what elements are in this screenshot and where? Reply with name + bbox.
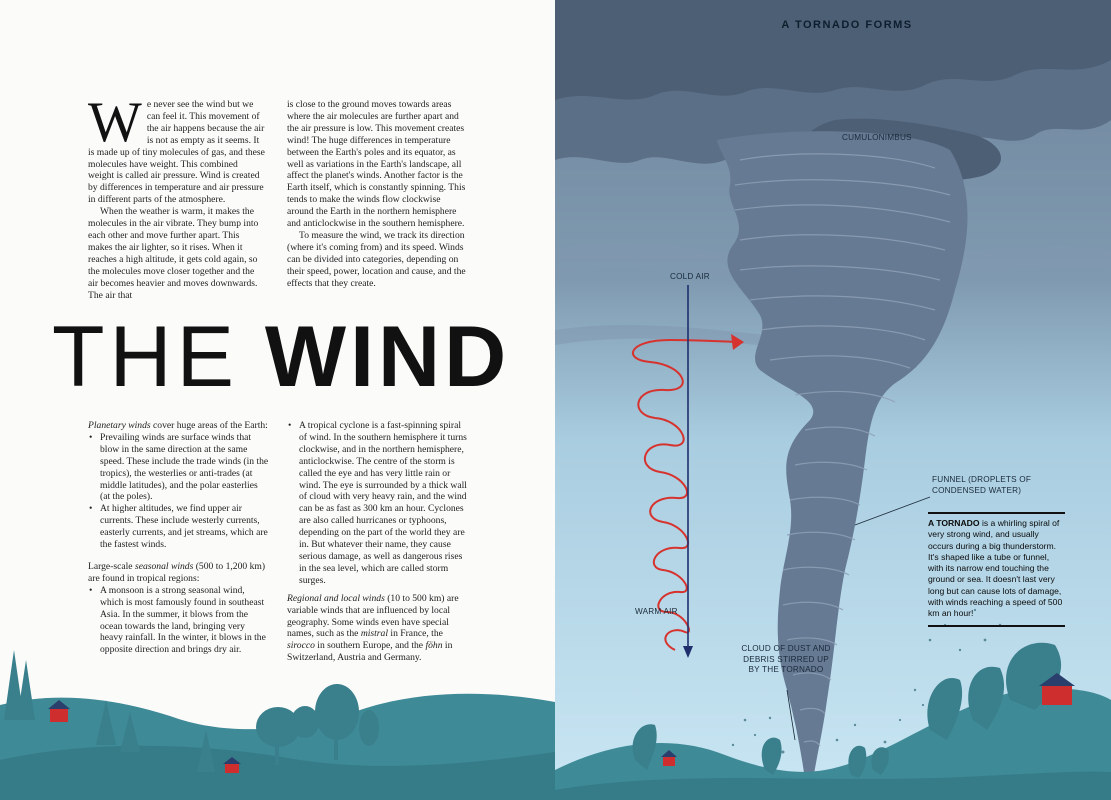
left-page <box>0 0 555 800</box>
regional-text-a: (10 to 500 km) are variable winds that are influenced by local geography. Some winds even have special names, such as the <box>287 592 459 640</box>
label-dust-line-1: CLOUD OF DUST AND <box>741 644 831 653</box>
label-dust-line-2: DEBRIS STIRRED UP <box>743 654 829 664</box>
regional-text-c: in southern Europe, and the <box>314 640 426 652</box>
regional-text-b: in France, the <box>388 628 443 640</box>
info-box-text: is a whirling spiral of very strong wind, and usually occurs during a big thunderstorm. It's shaped like a tube or funnel, with its narrow end touching the ground or sea. It doesn't last very long but can cause lots of damage, with winds reaching a speed of 500 km an hour! <box>928 518 1063 619</box>
info-box-bold-lead: A TORNADO <box>928 518 980 528</box>
regional-winds-term: Regional and local winds <box>287 592 385 604</box>
label-dust-cloud <box>731 644 841 676</box>
bullet-tropical-cyclone: • A tropical cyclone is a fast-spinning spiral of wind. In the southern hemisphere it turns clockwise, and in the northern hemisphere, anticlockwise. The centre of the storm is called the eye and has very little rain or wind. The eye is surrounded by a thick wall of cloud with very heavy rain, and the wind can be as fast as 300 km an hour. Cyclones are also called hurricanes or typhoons, depending on the part of the world they are in. But whatever their name, they cause serious damage, as well as dangerous rises in the sea level, which are called storm surges. <box>299 420 470 587</box>
info-box-bottom-rule <box>928 625 1065 627</box>
fohn-term: föhn <box>425 640 443 652</box>
planetary-winds-intro: cover huge areas of the Earth: <box>150 420 268 431</box>
drop-cap: W <box>88 91 142 154</box>
bullet-upper-air-currents: • At higher altitudes, we find upper air currents. These include westerly currents, easterly currents, and jet streams, which are the fastest winds. <box>100 503 270 551</box>
bullet-monsoon: • A monsoon is a strong seasonal wind, which is most famously found in southeast Asia. In the summer, it blows from the ocean towards the land, bringing very heavy rainfall. In the winter, it blows in the opposite direction and brings dry air. <box>100 585 270 656</box>
mistral-term: mistral <box>360 628 389 640</box>
planetary-winds-term: Planetary winds <box>88 420 151 431</box>
label-warm-air: WARM AIR <box>635 607 678 616</box>
info-box-top-rule <box>928 512 1065 514</box>
intro-paragraph-3: is close to the ground moves towards areas where the air molecules are further apart and the air pressure is low. This movement creates wind! The huge differences in temperature between the Earth's poles and its equator, as well as variations in the Earth's landscape, all affect the planet's winds. Another factor is the Earth itself, which is constantly spinning. This tends to make the winds flow clockwise around the Earth in the northern hemisphere and anticlockwise in the southern hemisphere. <box>287 99 466 230</box>
left-landscape-illustration <box>0 0 555 800</box>
right-page <box>555 0 1111 800</box>
sirocco-term: sirocco <box>287 640 315 652</box>
tornado-illustration <box>555 0 1111 800</box>
label-funnel-line-2: CONDENSED WATER) <box>932 485 1022 495</box>
title-thin-word: THE <box>52 309 239 405</box>
intro-paragraph-1: e never see the wind but we can feel it. This movement of the air happens because the air is not as empty as it seems. It is made up of tiny molecules of gas, and these molecules have weight. This combined weight is called air pressure. Wind is created by differences in temperature and air pressure in different parts of the atmosphere. <box>88 99 265 206</box>
label-funnel-line-1: FUNNEL (DROPLETS OF <box>932 475 1032 484</box>
intro-paragraph-2: When the weather is warm, it makes the molecules in the air vibrate. They bump into each other and move further apart. This makes the air lighter, so it rises. When it reaches a high altitude, it gets cold again, so the molecules move closer together and the air becomes heavier and moves downwards. The air that <box>88 206 259 301</box>
title-bold-word: WIND <box>264 309 511 405</box>
label-funnel <box>932 475 1031 496</box>
bullet-prevailing-winds: • Prevailing winds are surface winds that blow in the same direction at the same speed. These include the trade winds (in the tropics), the westerlies or anti-trades (at middle latitudes), and the polar easterlies (at the poles). <box>100 432 270 503</box>
label-cold-air: COLD AIR <box>670 272 710 281</box>
label-cumulonimbus: CUMULONIMBUS <box>842 133 912 142</box>
label-dust-line-3: BY THE TORNADO <box>748 665 824 674</box>
seasonal-winds-term: seasonal winds <box>134 560 194 572</box>
tornado-info-box <box>928 512 1065 627</box>
intro-paragraph-4: To measure the wind, we track its direction (where it's coming from) and its speed. Winds can be divided into categories, depending on their speed, power, location and cause, and the effects that they create. <box>287 229 466 289</box>
diagram-heading: A TORNADO FORMS <box>781 19 913 31</box>
seasonal-winds-intro: (500 to 1,200 km) are found in tropical regions: <box>88 560 266 584</box>
seasonal-winds-pre: Large-scale <box>88 560 135 572</box>
regional-text-d: in Switzerland, Austria and Germany. <box>287 640 453 664</box>
